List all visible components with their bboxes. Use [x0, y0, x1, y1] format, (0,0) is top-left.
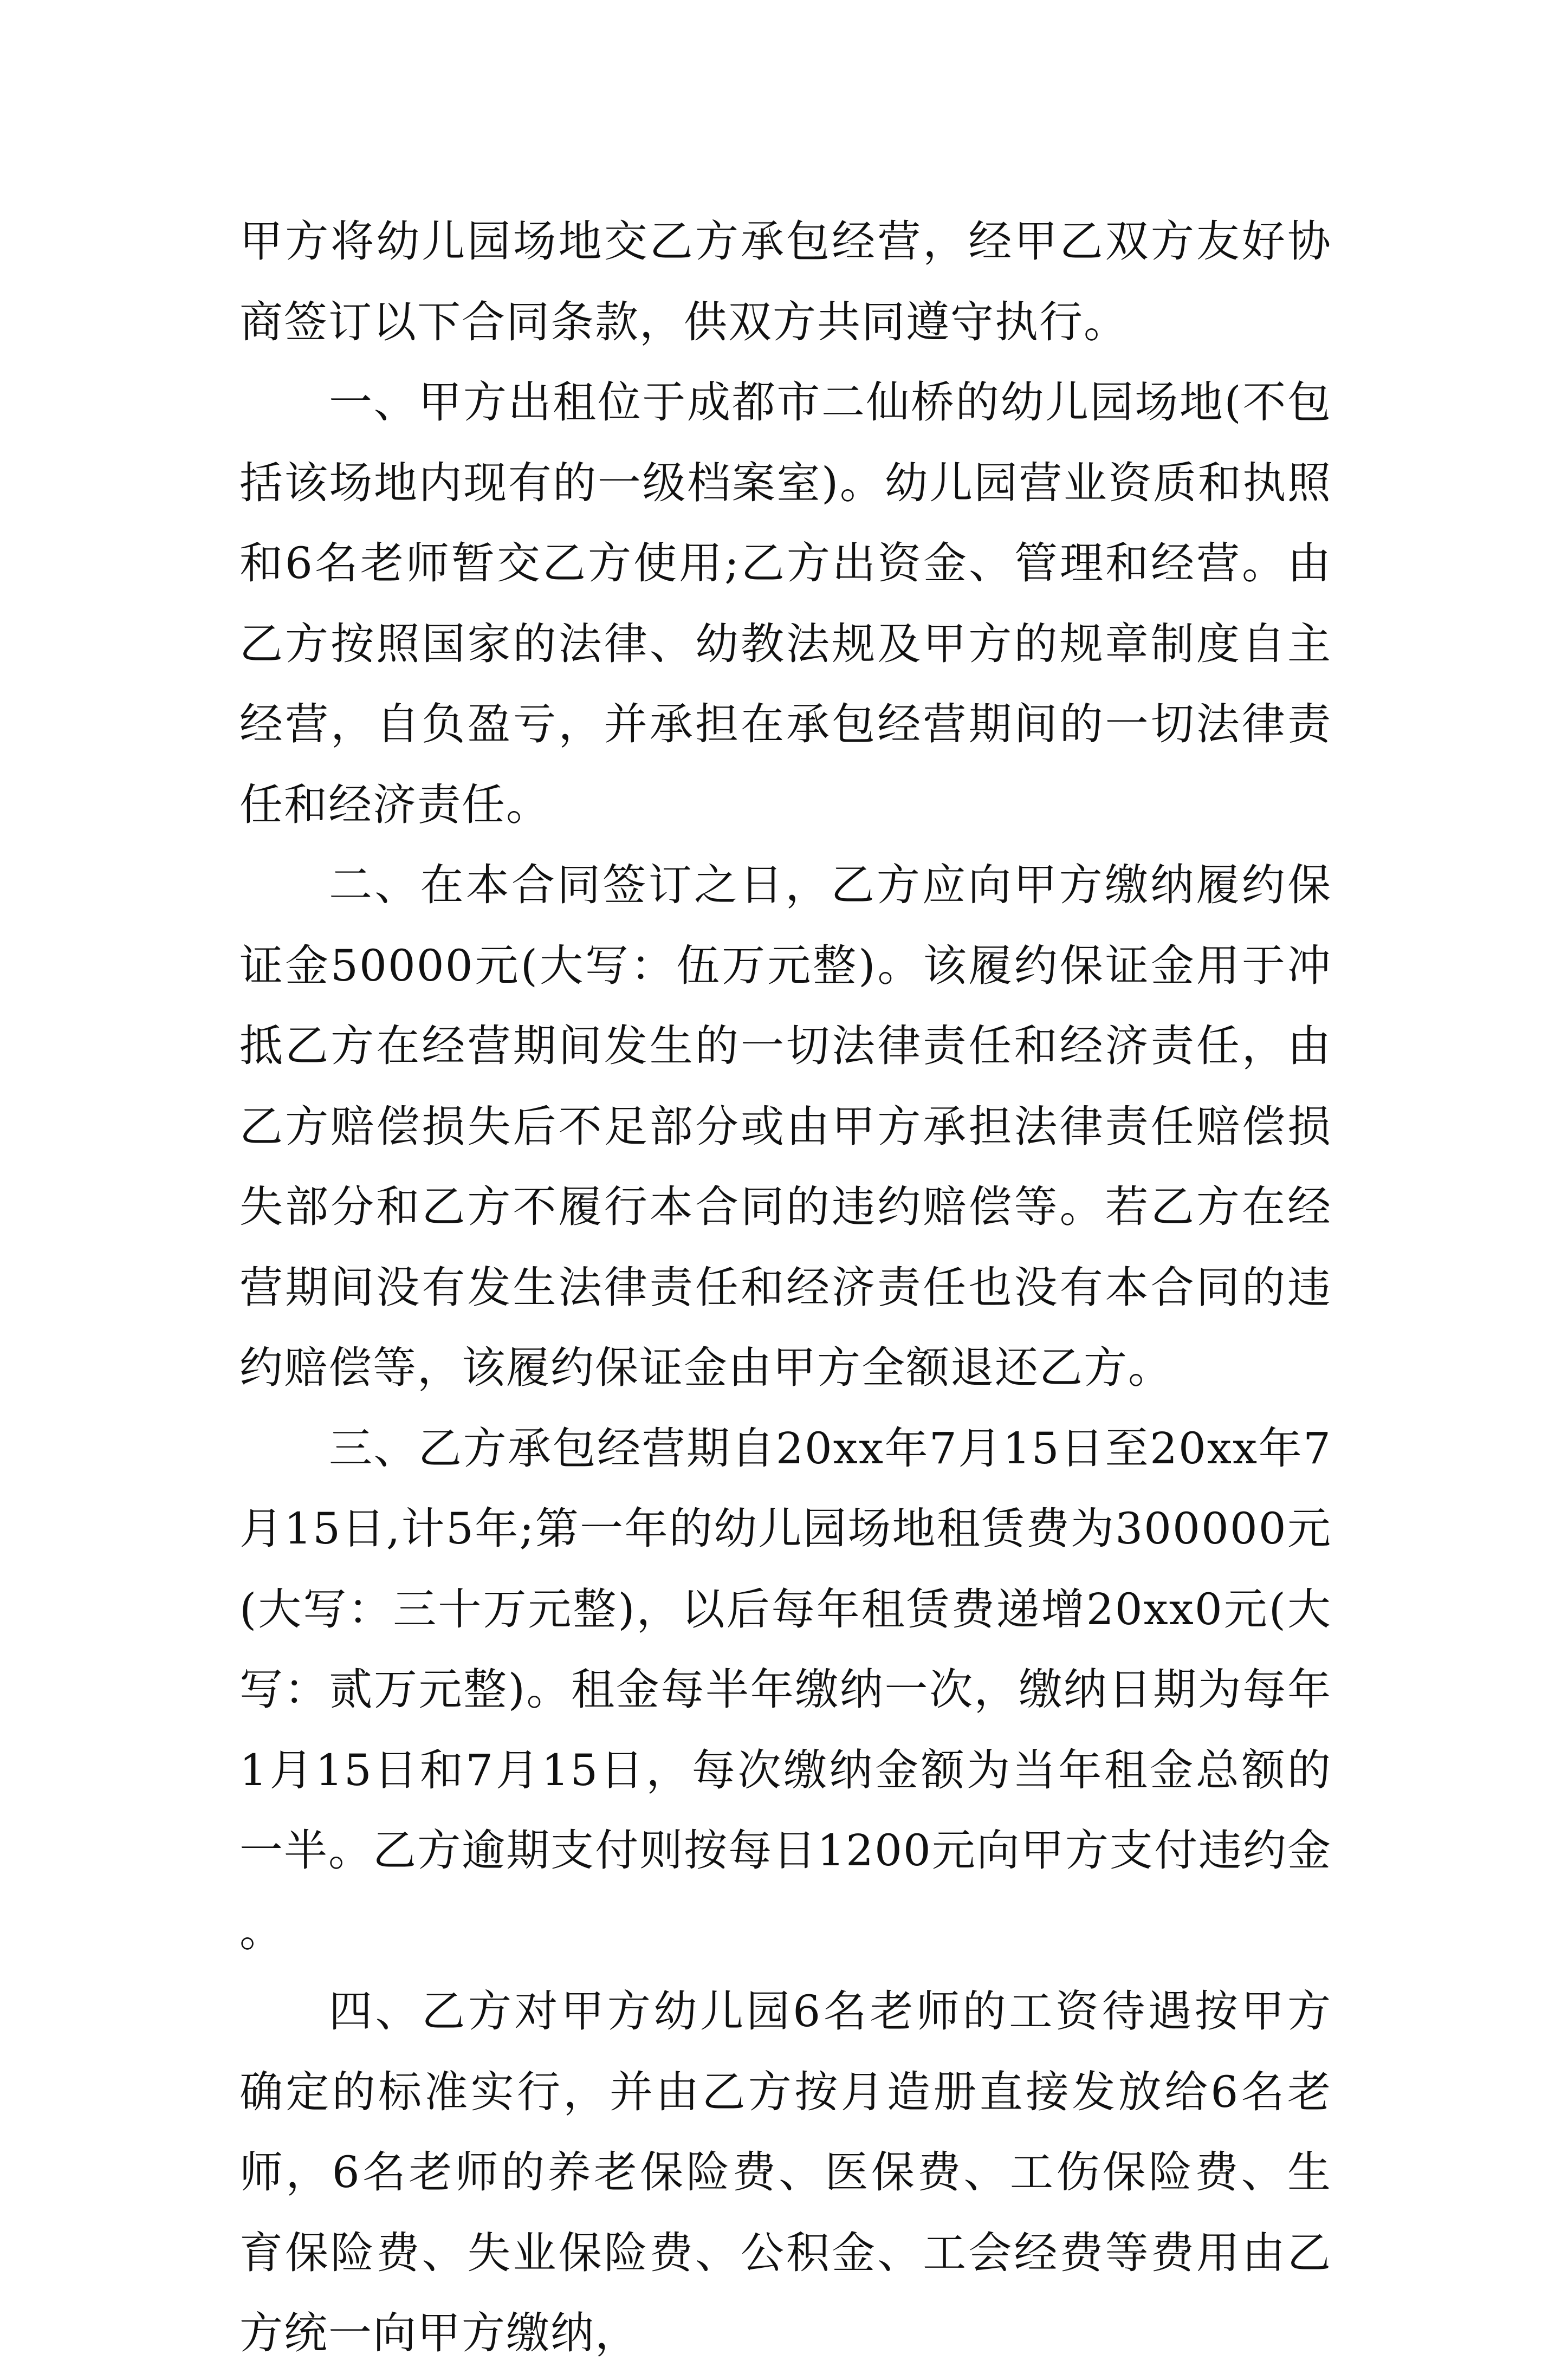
paragraph-clause-3: 三、乙方承包经营期自20xx年7月15日至20xx年7月15日,计5年;第一年的幼儿园场地租赁费为300000元(大写：三十万元整)，以后每年租赁费递增20xx0元(大写：贰万元整)。租金每半年缴纳一次，缴纳日期为每年1月15日和7月15日，每次缴纳金额为当年租金总额的一半。乙方逾期支付则按每日1200元向甲方支付违约金。	[239, 1423, 1332, 1956]
paragraph-intro: 甲方将幼儿园场地交乙方承包经营，经甲乙双方友好协商签订以下合同条款，供双方共同遵守执行。	[239, 216, 1332, 347]
paragraph-clause-4: 四、乙方对甲方幼儿园6名老师的工资待遇按甲方确定的标准实行，并由乙方按月造册直接发放给6名老师，6名老师的养老保险费、医保费、工伤保险费、生育保险费、失业保险费、公积金、工会经费等费用由乙方统一向甲方缴纳，	[239, 1986, 1332, 2358]
paragraph-clause-2: 二、在本合同签订之日，乙方应向甲方缴纳履约保证金50000元(大写：伍万元整)。该履约保证金用于冲抵乙方在经营期间发生的一切法律责任和经济责任，由乙方赔偿损失后不足部分或由甲方承担法律责任赔偿损失部分和乙方不履行本合同的违约赔偿等。若乙方在经营期间没有发生法律责任和经济责任也没有本合同的违约赔偿等，该履约保证金由甲方全额退还乙方。	[239, 860, 1332, 1393]
paragraph-clause-1: 一、甲方出租位于成都市二仙桥的幼儿园场地(不包括该场地内现有的一级档案室)。幼儿园营业资质和执照和6名老师暂交乙方使用;乙方出资金、管理和经营。由乙方按照国家的法律、幼教法规及甲方的规章制度自主经营，自负盈亏，并承担在承包经营期间的一切法律责任和经济责任。	[239, 377, 1332, 830]
document-body	[239, 202, 1332, 2374]
